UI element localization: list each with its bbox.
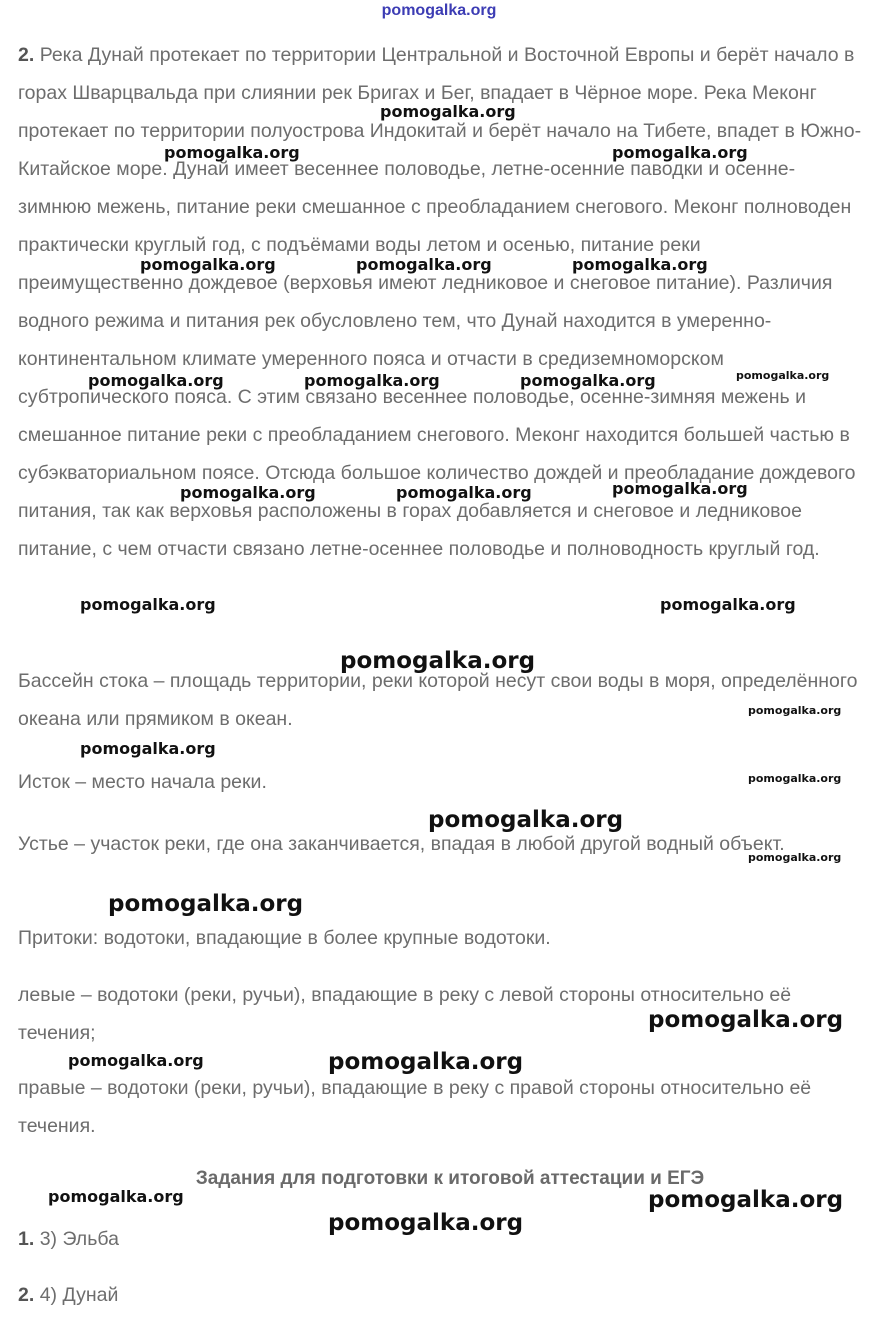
definition-mouth: Устье – участок реки, где она заканчивается, впадая в любой другой водный объект.: [18, 833, 785, 855]
watermark: pomogalka.org: [736, 369, 830, 382]
watermark: pomogalka.org: [340, 648, 536, 674]
exam-heading: Задания для подготовки к итоговой аттестации и ЕГЭ: [195, 1168, 705, 1189]
watermark: pomogalka.org: [428, 807, 624, 833]
watermark: pomogalka.org: [304, 371, 440, 390]
watermark: pomogalka.org: [380, 102, 516, 121]
definition-source: Исток – место начала реки.: [18, 771, 267, 793]
definition-left-tributaries: левые – водотоки (реки, ручьи), впадающие в реку с левой стороны относительно её течения;: [18, 984, 792, 1044]
watermark: pomogalka.org: [328, 1210, 524, 1236]
watermark: pomogalka.org: [356, 255, 492, 274]
watermark: pomogalka.org: [660, 595, 796, 614]
answer-text: Река Дунай протекает по территории Центральной и Восточной Европы и берёт начало в горах Шварцвальда при слиянии рек Бригах и Бег, впадает в Чёрное море. Река Меконг протекает по территории полуострова Индокитай и берёт начало на Тибете, впадет в Южно-Китайское море. Дунай имеет весеннее половодье, летне-осенние паводки и осенне-зимнюю межень, питание реки смешанное с преобладанием снегового. Меконг полноводен практически круглый год, с подъёмами воды летом и осенью, питание реки преимущественно дождевое (верховья имеют ледниковое и снеговое питание). Различия водного режима и питания рек обусловлено тем, что Дунай находится в умеренно-континентальном климате умеренного пояса и отчасти в средиземноморском субтропического пояса. С этим связано весеннее половодье, осенне-зимняя межень и смешанное питание реки с преобладанием снегового. Меконг находится большей частью в субэкваториальном поясе. Отсюда большое количество дождей и преобладание дождевого питания, так как верховья расположены в горах добавляется и снеговое и ледниковое питание, с чем отчасти связано летне-осеннее половодье и полноводность круглый год.: [18, 44, 862, 560]
watermark: pomogalka.org: [328, 1049, 524, 1075]
definition-basin: Бассейн стока – площадь территории, реки которой несут свои воды в моря, определённого океана или прямиком в океан.: [18, 670, 858, 730]
watermark: pomogalka.org: [748, 704, 842, 717]
watermark: pomogalka.org: [108, 891, 304, 917]
answer-number: 2.: [18, 44, 35, 66]
watermark: pomogalka.org: [80, 739, 216, 758]
watermark: pomogalka.org: [612, 143, 748, 162]
watermark: pomogalka.org: [648, 1007, 844, 1033]
watermark: pomogalka.org: [180, 483, 316, 502]
watermark: pomogalka.org: [140, 255, 276, 274]
watermark: pomogalka.org: [396, 483, 532, 502]
exam-answer-text: 4) Дунай: [39, 1284, 119, 1306]
watermark: pomogalka.org: [748, 772, 842, 785]
watermark: pomogalka.org: [748, 851, 842, 864]
exam-answer-number: 2.: [18, 1284, 35, 1306]
watermark: pomogalka.org: [164, 143, 300, 162]
exam-answer-text: 3) Эльба: [39, 1228, 119, 1250]
watermark: pomogalka.org: [88, 371, 224, 390]
watermark: pomogalka.org: [520, 371, 656, 390]
watermark: pomogalka.org: [80, 595, 216, 614]
watermark: pomogalka.org: [68, 1051, 204, 1070]
definition-right-tributaries: правые – водотоки (реки, ручьи), впадающие в реку с правой стороны относительно её течения.: [18, 1077, 812, 1137]
exam-answer-1: [18, 1228, 119, 1251]
watermark: pomogalka.org: [572, 255, 708, 274]
watermark: pomogalka.org: [48, 1187, 184, 1206]
exam-answer-2: [18, 1284, 118, 1307]
exam-answer-number: 1.: [18, 1228, 35, 1250]
site-mark[interactable]: pomogalka.org: [381, 2, 497, 19]
definition-tributaries: Притоки: водотоки, впадающие в более крупные водотоки.: [18, 927, 551, 949]
watermark: pomogalka.org: [612, 479, 748, 498]
watermark: pomogalka.org: [648, 1187, 844, 1213]
